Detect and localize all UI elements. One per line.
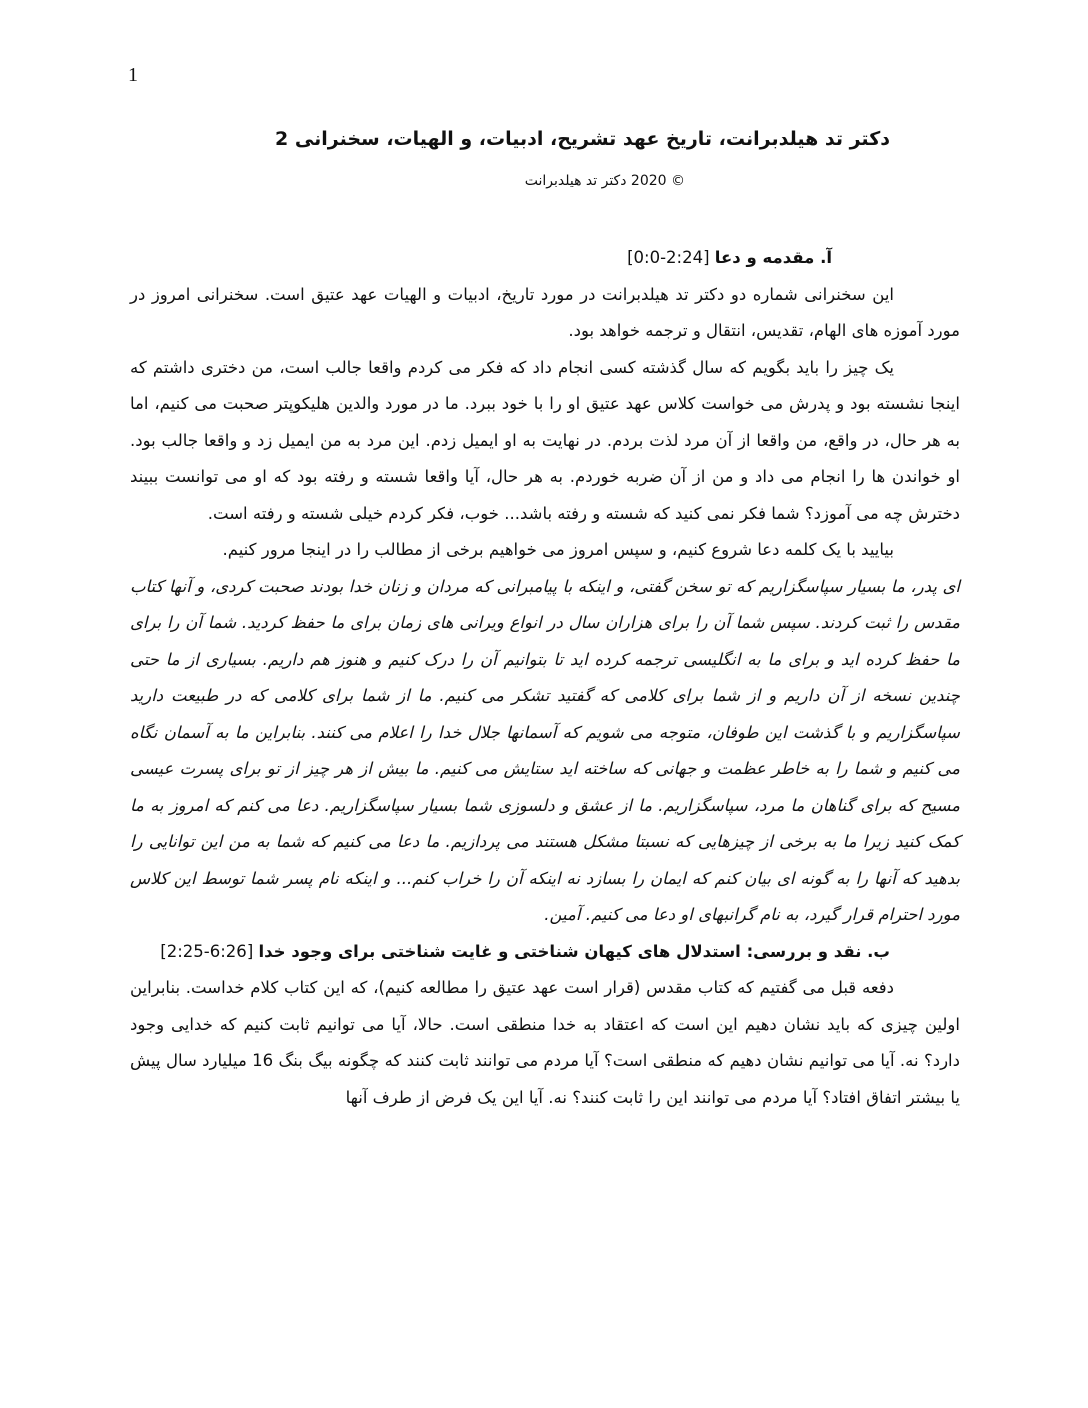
- section-b-heading: [130, 934, 960, 971]
- section-a-heading: [130, 240, 960, 277]
- prayer-paragraph: ای پدر، ما بسیار سپاسگزاریم که تو سخن گفتی، و اینکه با پیامبرانی که مردان و زنان خدا بودند صحبت کردی، و آنها کتاب مقدس را ثبت کردند. سپس شما آن را برای هزاران سال در انواع ویرانی های زمان برای ما حفظ کردید. شما آن را برای ما حفظ کرده اید و برای ما به انگلیسی ترجمه کرده اید تا بتوانیم آن را درک کنیم و هنوز هم داریم. بسیاری از ما حتی چندین نسخه از آن داریم و از شما برای کلامی که گفتید تشکر می کنیم. ما از شما برای کلامی که در طبیعت دارید سپاسگزاریم و با گذشت این طوفان، متوجه می شویم که آسمانها جلال خدا را اعلام می کنند. بنابراین ما به آسمان نگاه می کنیم و شما را به خاطر عظمت و جهانی که ساخته اید ستایش می کنیم. ما بیش از هر چیز از تو برای پسرت عیسی مسیح که برای گناهان ما مرد، سپاسگزاریم. ما از عشق و دلسوزی شما بسیار سپاسگزاریم. دعا می کنم که امروز به ما کمک کنید زیرا ما به برخی از چیزهایی که نسبتا مشکل هستند می پردازیم. ما دعا می کنیم که شما به من این توانایی را بدهید که آنها را به گونه ای بیان کنم که ایمان را بسازد نه اینکه آن را خراب کنم... و اینکه نام پسر شما توسط این کلاس مورد احترام قرار گیرد، به نام گرانبهای او دعا می کنیم. آمین.: [130, 576, 960, 924]
- paragraph: دفعه قبل می گفتیم که کتاب مقدس (قرار است عهد عتیق را مطالعه کنیم)، که این کتاب کلام خداست. بنابراین اولین چیزی که باید نشان دهیم این است که اعتقاد به خدا منطقی است. حالا، آیا می توانیم ثابت کنیم که خدایی وجود دارد؟ نه. آیا می توانیم نشان دهیم که منطقی است؟ آیا مردم می توانند ثابت کنند که چگونه بیگ بنگ 16 میلیارد سال پیش یا بیشتر اتفاق افتاد؟ آیا مردم می توانند این را ثابت کنند؟ نه. آیا این یک فرض از طرف آنها: [130, 978, 960, 1107]
- section-b-timestamp: [6:26-2:25]: [160, 941, 254, 961]
- copyright-line: © 2020 دکتر تد هیلدبرانت: [524, 173, 685, 189]
- paragraph: این سخنرانی شماره دو دکتر تد هیلدبرانت در مورد تاریخ، ادبیات و الهیات عهد عتیق است. سخنرانی امروز در مورد آموزه های الهام، تقدیس، انتقال و ترجمه خواهد بود.: [130, 284, 960, 340]
- section-a-title: آ. مقدمه و دعا: [714, 248, 832, 267]
- page-number: 1: [128, 64, 138, 86]
- section-a-timestamp: [2:24-0:0]: [627, 248, 710, 267]
- document-title: دکتر تد هیلدبرانت، تاریخ عهد تشریح، ادبیات، و الهیات، سخنرانی 2: [275, 128, 890, 150]
- paragraph: یک چیز را باید بگویم که سال گذشته کسی انجام داد که فکر می کردم واقعا جالب است، من دختری داشتم که اینجا نشسته بود و پدرش می خواست کلاس عهد عتیق او را با خود ببرد. ما در مورد والدین هلیکوپتر صحبت می کنیم، اما به هر حال، در واقع، من واقعا از آن مرد لذت بردم. در نهایت به او ایمیل زدم. این مرد به من ایمیل زد و واقعا جالب بود. او خواندن ها را انجام می داد و من از آن ضربه خوردم. به هر حال، آیا واقعا شسته و رفته بود که او می توانست ببیند دخترش چه می آموزد؟ شما فکر نمی کنید که شسته و رفته باشد... خوب، فکر کردم خیلی شسته و رفته است.: [130, 357, 960, 523]
- section-b-title: ب. نقد و بررسی: استدلال های کیهان شناختی و غایت شناختی برای وجود خدا: [258, 941, 890, 961]
- document-body: [130, 240, 960, 1116]
- paragraph: بیایید با یک کلمه دعا شروع کنیم، و سپس امروز می خواهیم برخی از مطالب را در اینجا مرور کنیم.: [222, 540, 894, 559]
